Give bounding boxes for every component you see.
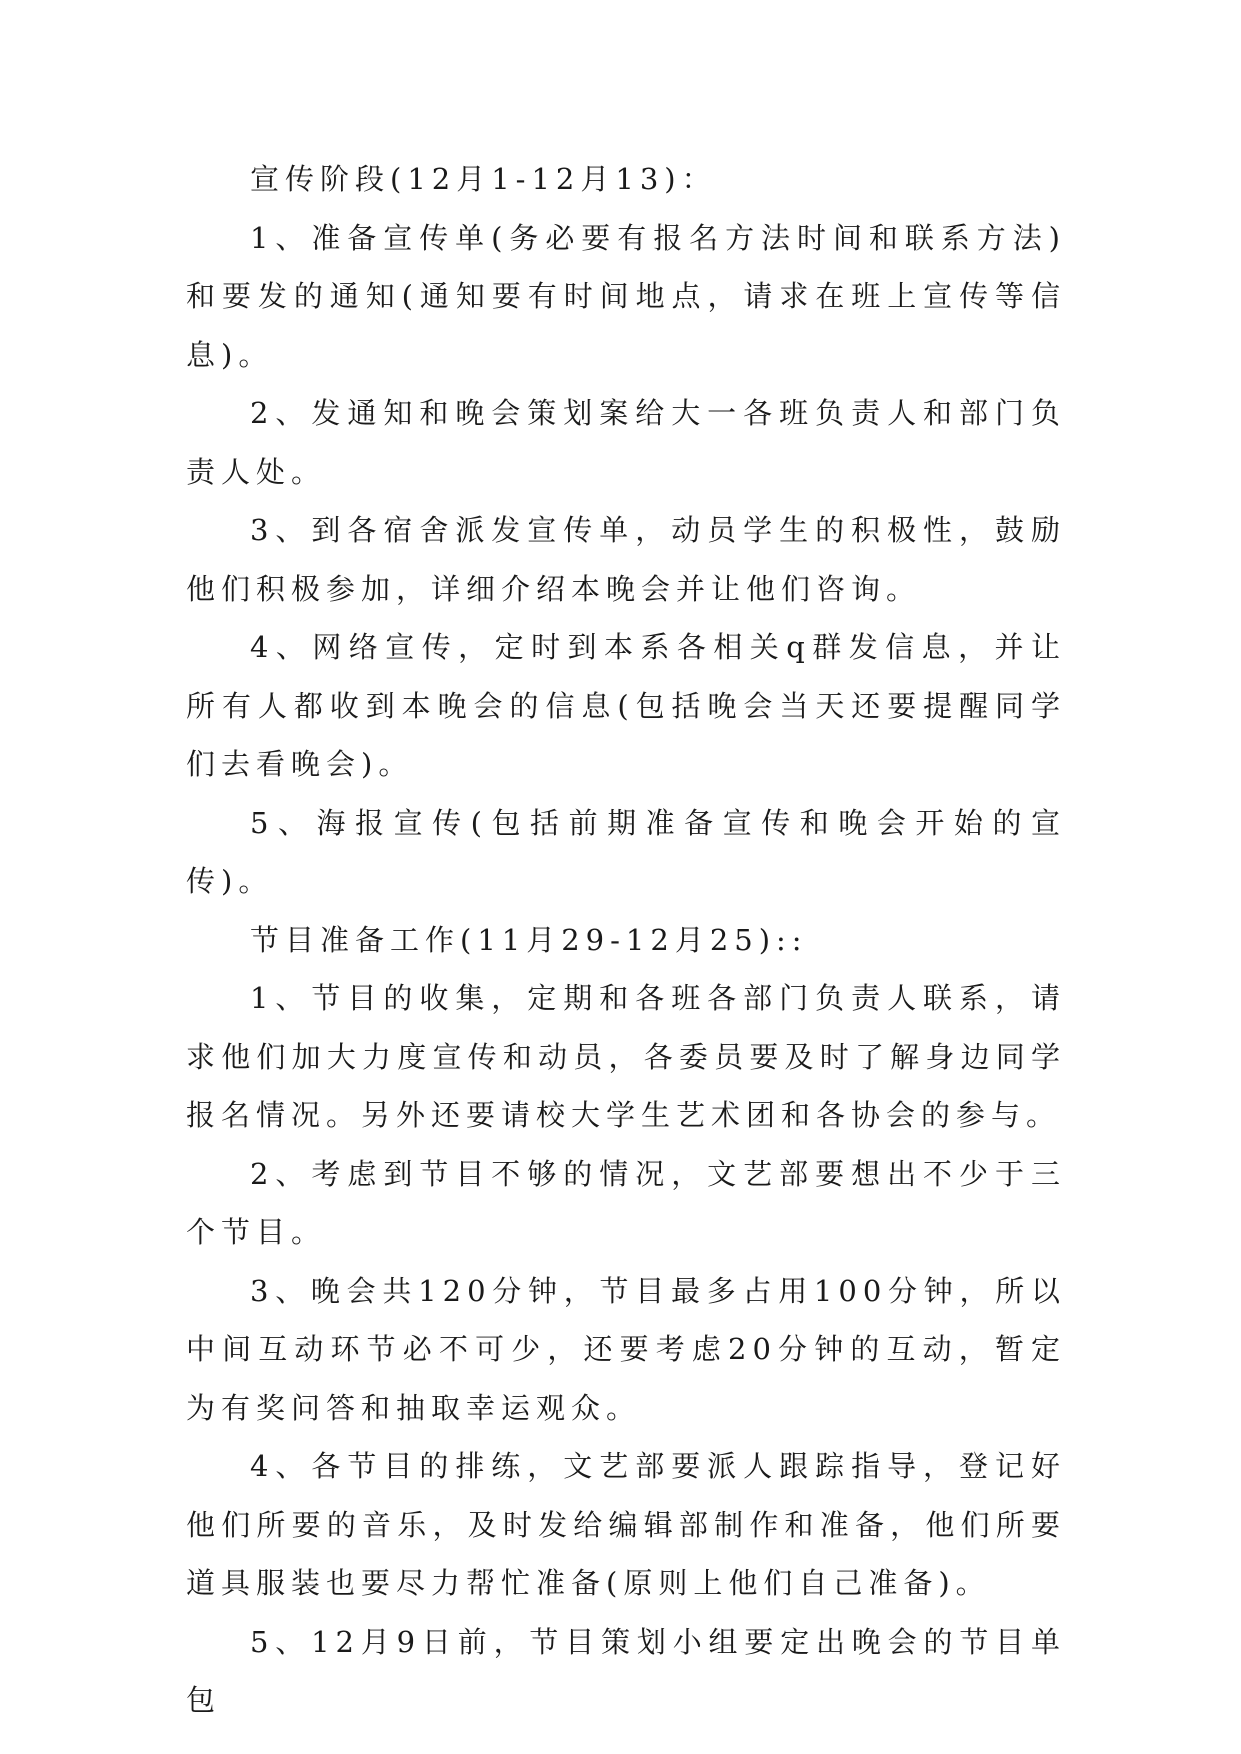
publicity-item-3: 3、到各宿舍派发宣传单，动员学生的积极性，鼓励他们积极参加，详细介绍本晚会并让他们咨询。 — [186, 513, 1066, 606]
publicity-item-1: 1、准备宣传单(务必要有报名方法时间和联系方法)和要发的通知(通知要有时间地点，请求在班上宣传等信息)。 — [186, 220, 1066, 372]
program-item-1: 1、节目的收集，定期和各班各部门负责人联系，请求他们加大力度宣传和动员，各委员要及时了解身边同学报名情况。另外还要请校大学生艺术团和各协会的参与。 — [186, 981, 1066, 1132]
program-item-2: 2、考虑到节目不够的情况，文艺部要想出不少于三个节目。 — [186, 1156, 1066, 1249]
heading-publicity-stage: 宣传阶段(12月1-12月13)： — [250, 162, 717, 196]
document-body — [186, 150, 1066, 1730]
heading-program-preparation: 节目准备工作(11月29-12月25):: — [250, 922, 808, 957]
publicity-item-5: 5、海报宣传(包括前期准备宣传和晚会开始的宣传)。 — [186, 805, 1066, 898]
program-item-3: 3、晚会共120分钟，节目最多占用100分钟，所以中间互动环节必不可少，还要考虑20分钟的互动，暂定为有奖问答和抽取幸运观众。 — [186, 1273, 1066, 1425]
publicity-item-2: 2、发通知和晚会策划案给大一各班负责人和部门负责人处。 — [186, 396, 1066, 489]
program-item-4: 4、各节目的排练，文艺部要派人跟踪指导，登记好他们所要的音乐，及时发给编辑部制作和准备，他们所要道具服装也要尽力帮忙准备(原则上他们自己准备)。 — [186, 1449, 1066, 1600]
publicity-item-4: 4、网络宣传，定时到本系各相关q群发信息，并让所有人都收到本晚会的信息(包括晚会当天还要提醒同学们去看晚会)。 — [186, 630, 1066, 781]
program-item-5: 5、12月9日前，节目策划小组要定出晚会的节目单包 — [186, 1624, 1066, 1717]
